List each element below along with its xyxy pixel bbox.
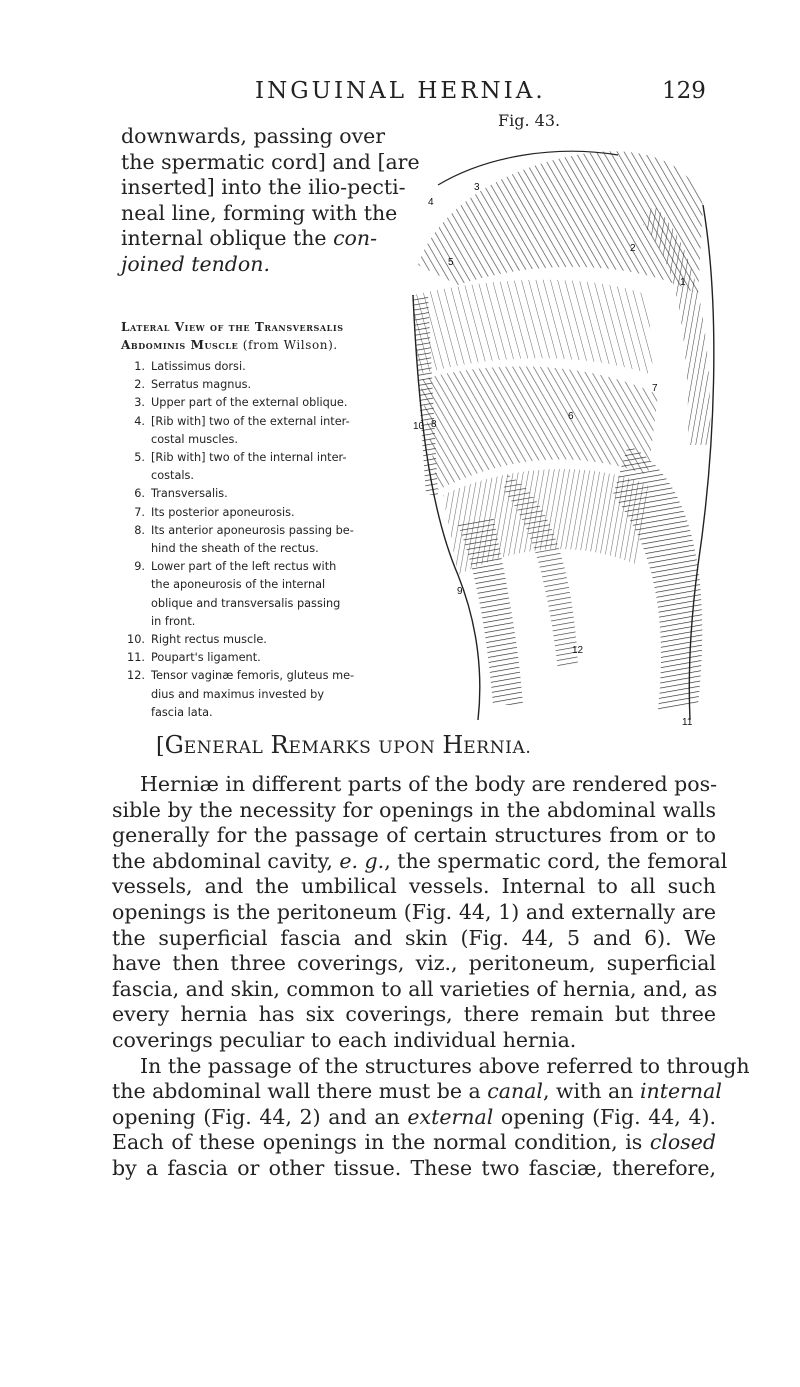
body-line: sible by the necessity for openings in the abdominal walls — [112, 797, 716, 822]
body-line: the superficial fascia and skin (Fig. 44, 5 and 6). We — [112, 925, 716, 950]
legend-item — [121, 649, 411, 667]
legend-number: 2. — [134, 378, 145, 392]
legend-item — [121, 522, 411, 558]
caption-title: Lateral View of the Transversalis Abdominis Muscle (from Wilson). — [121, 320, 344, 352]
legend-text: Serratus magnus. — [151, 378, 252, 392]
callout-6: 6 — [568, 411, 574, 422]
legend-text: Its anterior aponeurosis passing be- hind the sheath of the rectus. — [151, 523, 354, 556]
legend-number: 7. — [134, 505, 145, 519]
legend-number: 9. — [134, 560, 145, 574]
callout-7: 7 — [652, 383, 658, 394]
callout-10: 10 — [413, 421, 425, 432]
figure-label: Fig. 43. — [498, 111, 561, 130]
body-line: the abdominal wall there must be a canal, with an internal — [112, 1079, 722, 1104]
callout-4: 4 — [428, 197, 434, 208]
legend-item — [121, 631, 411, 649]
intro-italic: con- — [333, 226, 378, 250]
legend-number: 3. — [134, 396, 145, 410]
legend-text: Tensor vaginæ femoris, gluteus me- dius and maximus invested by fascia lata. — [151, 669, 355, 719]
body-line: the abdominal cavity, e. g., the spermatic cord, the femoral — [112, 848, 728, 873]
callout-12: 12 — [572, 645, 584, 656]
figure-caption — [121, 318, 411, 722]
body-line: every hernia has six coverings, there remain but three — [112, 1002, 716, 1027]
legend-item — [121, 504, 411, 522]
legend-number: 4. — [134, 414, 145, 428]
legend-number: 10. — [127, 633, 145, 647]
legend-item — [121, 667, 411, 722]
legend-text: Upper part of the external oblique. — [151, 396, 348, 410]
legend-item — [121, 376, 411, 394]
body-line: In the passage of the structures above referred to through — [140, 1053, 750, 1078]
callout-5: 5 — [448, 257, 454, 268]
intro-line: inserted] into the ilio-pecti- — [121, 175, 406, 199]
muscle-illustration-svg — [398, 145, 720, 725]
body-line: by a fascia or other tissue. These two fasciæ, therefore, — [112, 1155, 716, 1180]
paragraph-1 — [112, 772, 728, 1054]
legend-item — [121, 485, 411, 503]
running-head — [0, 78, 800, 112]
body-line: fascia, and skin, common to all varieties of hernia, and, as — [112, 976, 718, 1001]
figure-legend — [121, 358, 411, 722]
section-heading: [GENERAL REMARKS UPON HERNIA. — [156, 731, 532, 759]
running-title: INGUINAL HERNIA. — [255, 78, 546, 104]
legend-item — [121, 394, 411, 412]
intro-paragraph — [121, 124, 420, 277]
body-line: openings is the peritoneum (Fig. 44, 1) and externally are — [112, 899, 716, 924]
legend-text: Its posterior aponeurosis. — [151, 505, 295, 519]
intro-line: internal oblique the con- — [121, 226, 378, 250]
intro-line: downwards, passing over — [121, 124, 386, 148]
body-line: opening (Fig. 44, 2) and an external opening (Fig. 44, 4). — [112, 1104, 716, 1129]
legend-text: [Rib with] two of the internal inter- costals. — [151, 451, 347, 483]
legend-item — [121, 358, 411, 376]
body-text — [112, 772, 750, 1182]
callout-1: 1 — [680, 277, 686, 288]
legend-number: 8. — [134, 523, 145, 537]
legend-text: Lower part of the left rectus with the aponeurosis of the internal oblique and transversalis passing in front. — [151, 560, 341, 628]
legend-item — [121, 558, 411, 631]
callout-3: 3 — [474, 182, 480, 193]
intro-line: the spermatic cord] and [are — [121, 149, 420, 174]
intro-line: joined tendon. — [121, 251, 270, 276]
legend-text: Latissimus dorsi. — [151, 360, 246, 373]
paragraph-2 — [112, 1053, 750, 1182]
callout-9: 9 — [457, 586, 463, 597]
callout-11: 11 — [682, 717, 693, 725]
legend-number: 1. — [134, 360, 145, 373]
body-line: coverings peculiar to each individual hernia. — [112, 1027, 577, 1052]
body-line: Each of these openings in the normal condition, is closed — [112, 1130, 716, 1155]
legend-text: Transversalis. — [151, 487, 228, 501]
callout-8: 8 — [431, 419, 437, 430]
legend-number: 6. — [134, 487, 145, 501]
legend-text: Right rectus muscle. — [151, 633, 267, 647]
intro-line: neal line, forming with the — [121, 200, 398, 225]
legend-text: [Rib with] two of the external inter- costal muscles. — [151, 414, 350, 446]
callout-2: 2 — [630, 243, 636, 254]
legend-item — [121, 413, 411, 449]
body-line: have then three coverings, viz., peritoneum, superficial — [112, 951, 716, 976]
body-line: Herniæ in different parts of the body are rendered pos- — [140, 772, 718, 796]
muscle-illustration — [398, 145, 720, 725]
legend-text: Poupart's ligament. — [151, 651, 261, 665]
body-line: vessels, and the umbilical vessels. Internal to all such — [112, 874, 716, 899]
legend-number: 5. — [134, 451, 145, 465]
body-line: generally for the passage of certain structures from or to — [112, 823, 716, 848]
legend-item — [121, 449, 411, 485]
legend-number: 12. — [127, 669, 145, 683]
page-number: 129 — [662, 78, 706, 104]
legend-number: 11. — [127, 651, 145, 665]
